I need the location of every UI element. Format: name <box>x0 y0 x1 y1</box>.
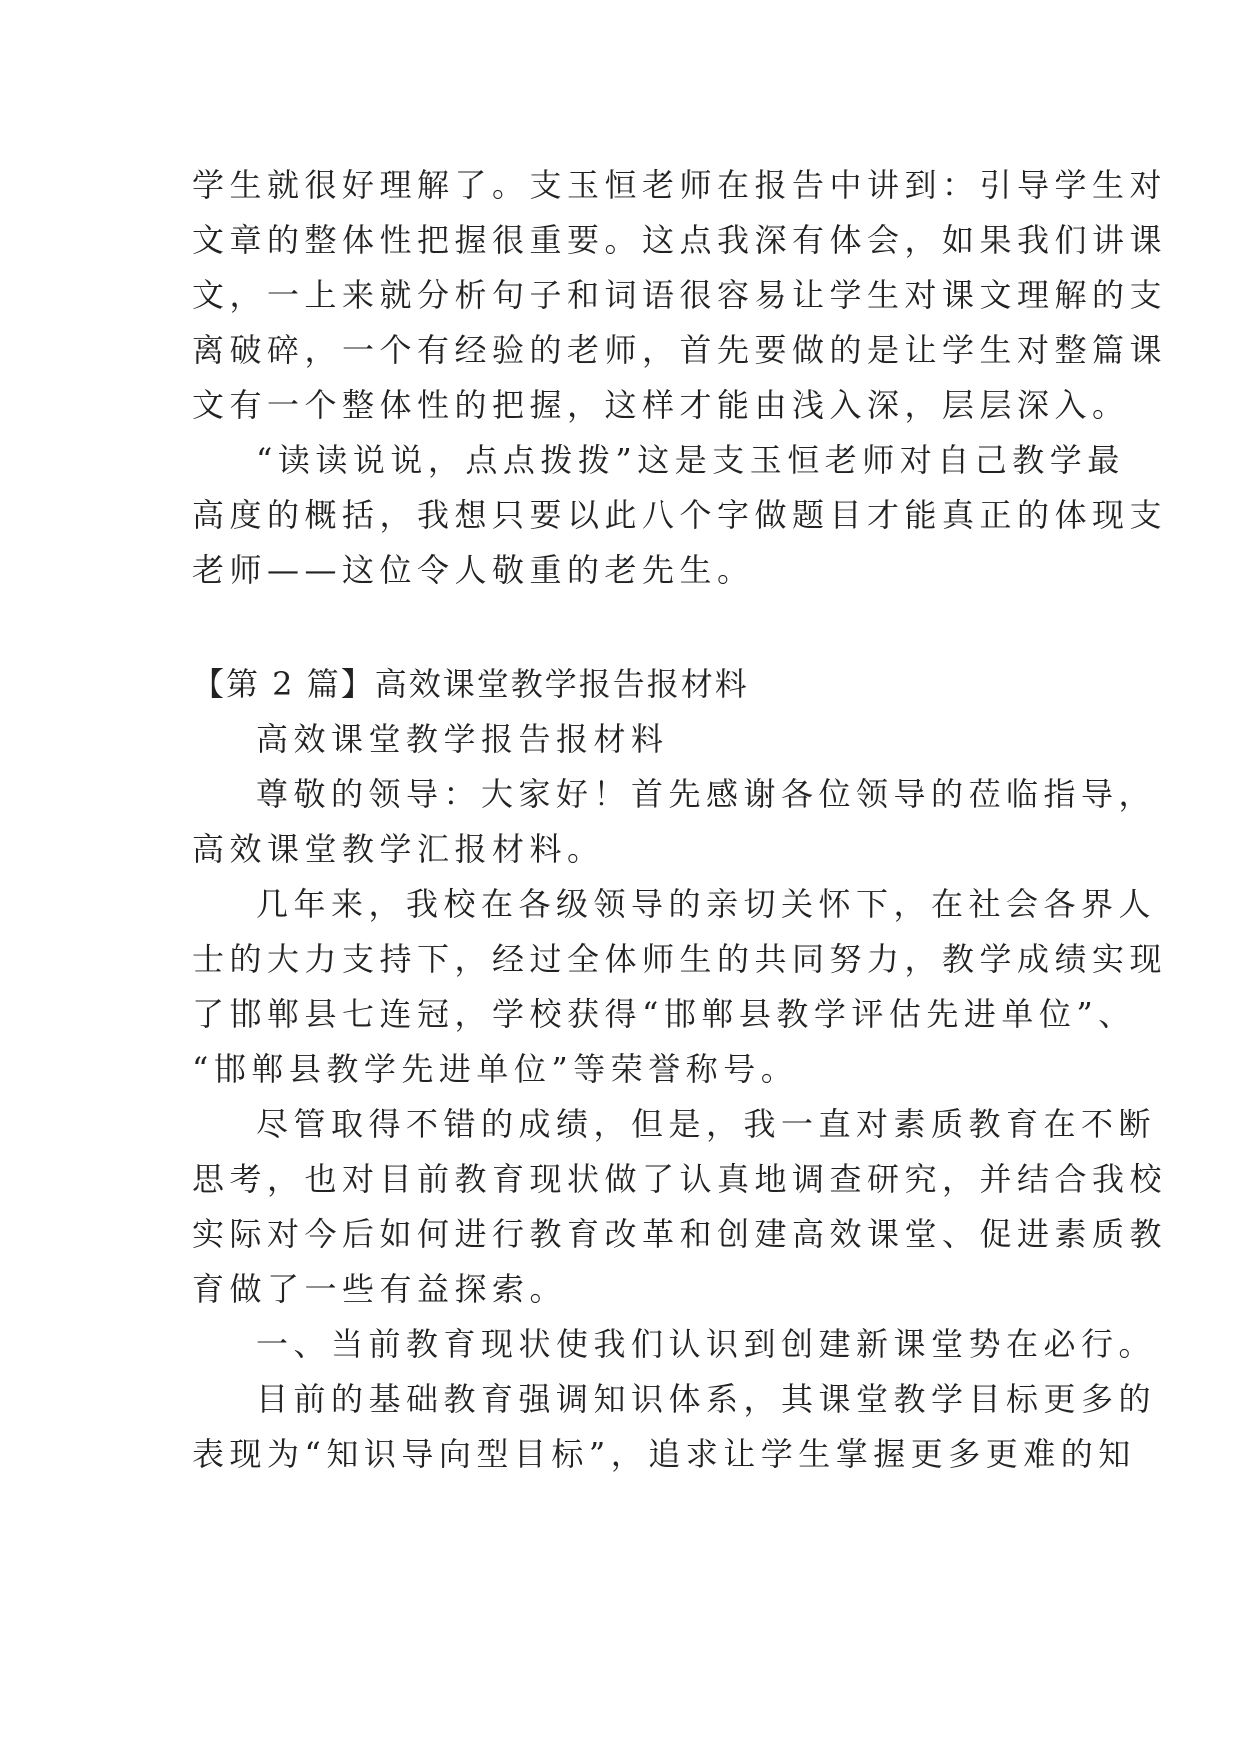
document-title: 高效课堂教学报告报材料 <box>256 720 669 758</box>
paragraph-line: 老师——这位令人敬重的老先生。 <box>192 551 755 589</box>
paragraph-line: 文，一上来就分析句子和词语很容易让学生对课文理解的支 <box>192 276 1168 314</box>
paragraph-line: “邯郸县教学先进单位”等荣誉称号。 <box>192 1050 799 1088</box>
paragraph-line: 士的大力支持下，经过全体师生的共同努力，教学成绩实现 <box>192 940 1168 978</box>
paragraph-line: 实际对今后如何进行教育改革和创建高效课堂、促进素质教 <box>192 1215 1168 1253</box>
paragraph-line: 高度的概括，我想只要以此八个字做题目才能真正的体现支 <box>192 496 1168 534</box>
paragraph-line: 学生就很好理解了。支玉恒老师在报告中讲到：引导学生对 <box>192 166 1168 204</box>
paragraph-line: 离破碎，一个有经验的老师，首先要做的是让学生对整篇课 <box>192 331 1168 369</box>
paragraph-line: 几年来，我校在各级领导的亲切关怀下，在社会各界人 <box>256 885 1157 923</box>
paragraph-line: 表现为“知识导向型目标”，追求让学生掌握更多更难的知 <box>192 1435 1136 1473</box>
paragraph-line: 尊敬的领导：大家好！首先感谢各位领导的莅临指导， <box>256 775 1157 813</box>
paragraph-line: 一、当前教育现状使我们认识到创建新课堂势在必行。 <box>256 1325 1157 1363</box>
paragraph-line: 高效课堂教学汇报材料。 <box>192 830 605 868</box>
paragraph-line: “读读说说，点点拨拨”这是支玉恒老师对自己教学最 <box>256 441 1125 479</box>
paragraph-line: 尽管取得不错的成绩，但是，我一直对素质教育在不断 <box>256 1105 1157 1143</box>
paragraph-line: 文章的整体性把握很重要。这点我深有体会，如果我们讲课 <box>192 221 1168 259</box>
paragraph-line: 思考，也对目前教育现状做了认真地调查研究，并结合我校 <box>192 1160 1168 1198</box>
paragraph-line: 目前的基础教育强调知识体系，其课堂教学目标更多的 <box>256 1380 1157 1418</box>
paragraph-line: 文有一个整体性的把握，这样才能由浅入深，层层深入。 <box>192 386 1130 424</box>
paragraph-line: 了邯郸县七连冠，学校获得“邯郸县教学评估先进单位”、 <box>192 995 1136 1033</box>
paragraph-line: 育做了一些有益探索。 <box>192 1270 568 1308</box>
section-heading: 【第 2 篇】高效课堂教学报告报材料 <box>192 665 749 703</box>
